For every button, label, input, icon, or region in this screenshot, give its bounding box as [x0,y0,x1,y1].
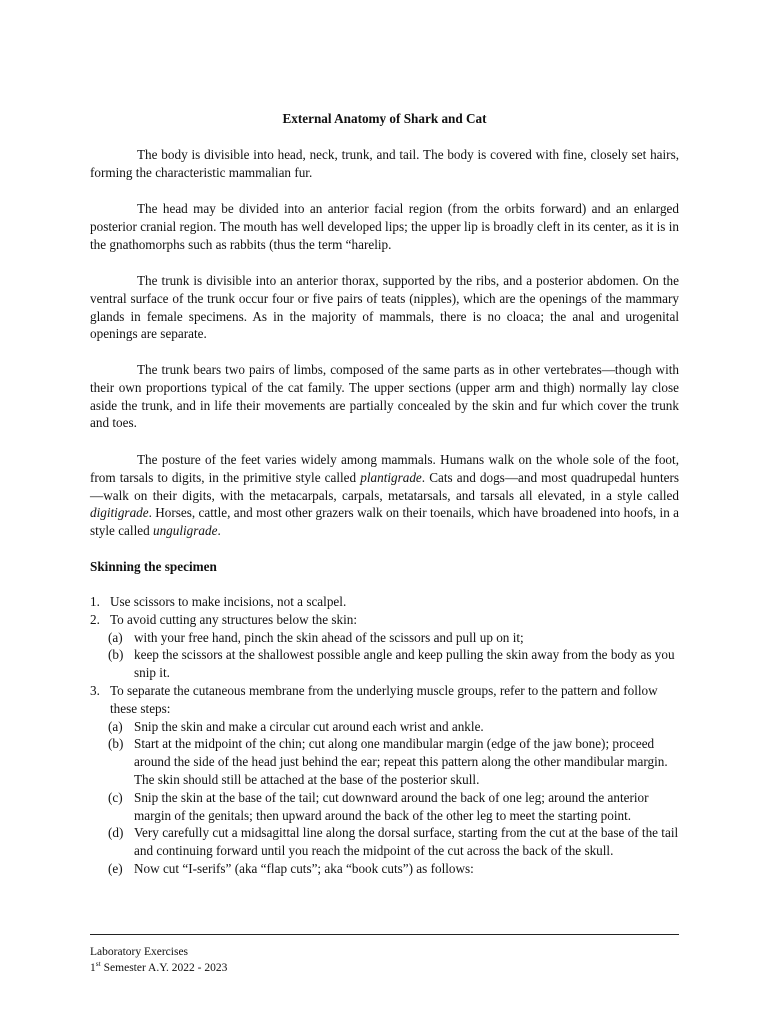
list-item [90,682,679,718]
footer-divider [90,934,679,935]
sub-label: (b) [108,736,124,752]
page-footer [90,945,227,976]
sub-text: Now cut “I-serifs” (aka “flap cuts”; aka “book cuts”) as follows: [134,860,474,876]
sub-label: (a) [108,718,123,734]
sub-item [90,735,679,788]
step-text: To avoid cutting any structures below the skin: [110,611,358,627]
footer-course: Laboratory Exercises [90,946,189,958]
term-plantigrade: plantigrade [360,469,422,485]
term-unguligrade: unguligrade [152,523,218,539]
sub-item [90,646,679,682]
sub-item [90,718,679,736]
sub-label: (c) [108,789,123,805]
paragraph-body: The body is divisible into head, neck, trunk, and tail. The body is covered with fine, closely set hairs, forming the characteristic mammalian fur. [90,147,679,180]
sub-text: Snip the skin at the base of the tail; cut downward around the back of one leg; around the anterior margin of the genitals; then upward around the back of the other leg to meet the starting point. [134,789,649,823]
steps-list [90,593,679,878]
step-number: 2. [90,611,100,627]
paragraph-trunk: The trunk is divisible into an anterior thorax, supported by the ribs, and a posterior abdomen. On the ventral surface of the trunk occur four or five pairs of teats (nipples), which are the openings of the mammary glands in female specimens. As in the majority of mammals, there is no cloaca; the anal and urogenital openings are separate. [90,273,679,342]
step-text: Use scissors to make incisions, not a scalpel. [110,594,347,609]
step-text: To separate the cutaneous membrane from the underlying muscle groups, refer to the pattern and follow these steps: [110,682,658,716]
sub-label: (e) [108,860,123,876]
section-heading: Skinning the specimen [90,559,217,574]
sub-text: Very carefully cut a midsagittal line along the dorsal surface, starting from the cut at the base of the tail and continuing forward until you reach the midpoint of the cut across the back of the skull. [134,825,679,859]
document-title: External Anatomy of Shark and Cat [282,111,487,126]
sub-item [90,629,679,647]
semester-ordinal: st [95,958,101,968]
sub-text: Snip the skin and make a circular cut around each wrist and ankle. [134,718,484,734]
list-item [90,611,679,629]
posture-text-3: . Horses, cattle, and most other grazers walk on their toenails, which have broadened into hoofs, in a style called [90,505,679,539]
sub-text: with your free hand, pinch the skin ahead of the scissors and pull up on it; [134,629,524,645]
sub-label: (d) [108,825,124,841]
sub-label: (b) [108,647,124,663]
sub-item [90,789,679,825]
paragraph-posture [90,451,679,540]
posture-text-1: The posture of the feet varies widely among mammals. Humans walk on the whole sole of the foot, from tarsals to digits, in the primitive style called [90,452,679,485]
footer-semester [90,958,228,977]
document-page [90,0,679,1024]
posture-text-2: . Cats and dogs—and most quadrupedal hunters—walk on their digits, with the metacarpals, carpals, metatarsals, and tarsals all elevated, in a style called [90,469,679,503]
step-number: 1. [90,594,100,609]
list-item [90,593,679,611]
term-digitigrade: digitigrade [90,505,149,521]
sub-label: (a) [108,629,123,645]
paragraph-limbs: The trunk bears two pairs of limbs, composed of the same parts as in other vertebrates—though with their own proportions typical of the cat family. The upper sections (upper arm and thigh) normally lay close aside the trunk, and in life their movements are partially concealed by the skin and fur which cover the trunk and toes. [90,362,679,431]
sub-item [90,824,679,860]
sub-text: Start at the midpoint of the chin; cut along one mandibular margin (edge of the jaw bone); proceed around the side of the head just behind the ear; repeat this pattern along the other mandibular margin. The skin should still be attached at the base of the posterior skull. [134,736,668,787]
semester-text: Semester A.Y. 2022 - 2023 [100,961,228,974]
semester-number: 1 [90,961,96,974]
sub-item [90,860,679,878]
sub-text: keep the scissors at the shallowest possible angle and keep pulling the skin away from the body as you snip it. [134,647,675,681]
step-number: 3. [90,682,100,698]
posture-text-4: . [217,523,221,539]
paragraph-head: The head may be divided into an anterior facial region (from the orbits forward) and an enlarged posterior cranial region. The mouth has well developed lips; the upper lip is broadly cleft in its center, as it is in the gnathomorphs such as rabbits (thus the term “harelip. [90,201,679,252]
